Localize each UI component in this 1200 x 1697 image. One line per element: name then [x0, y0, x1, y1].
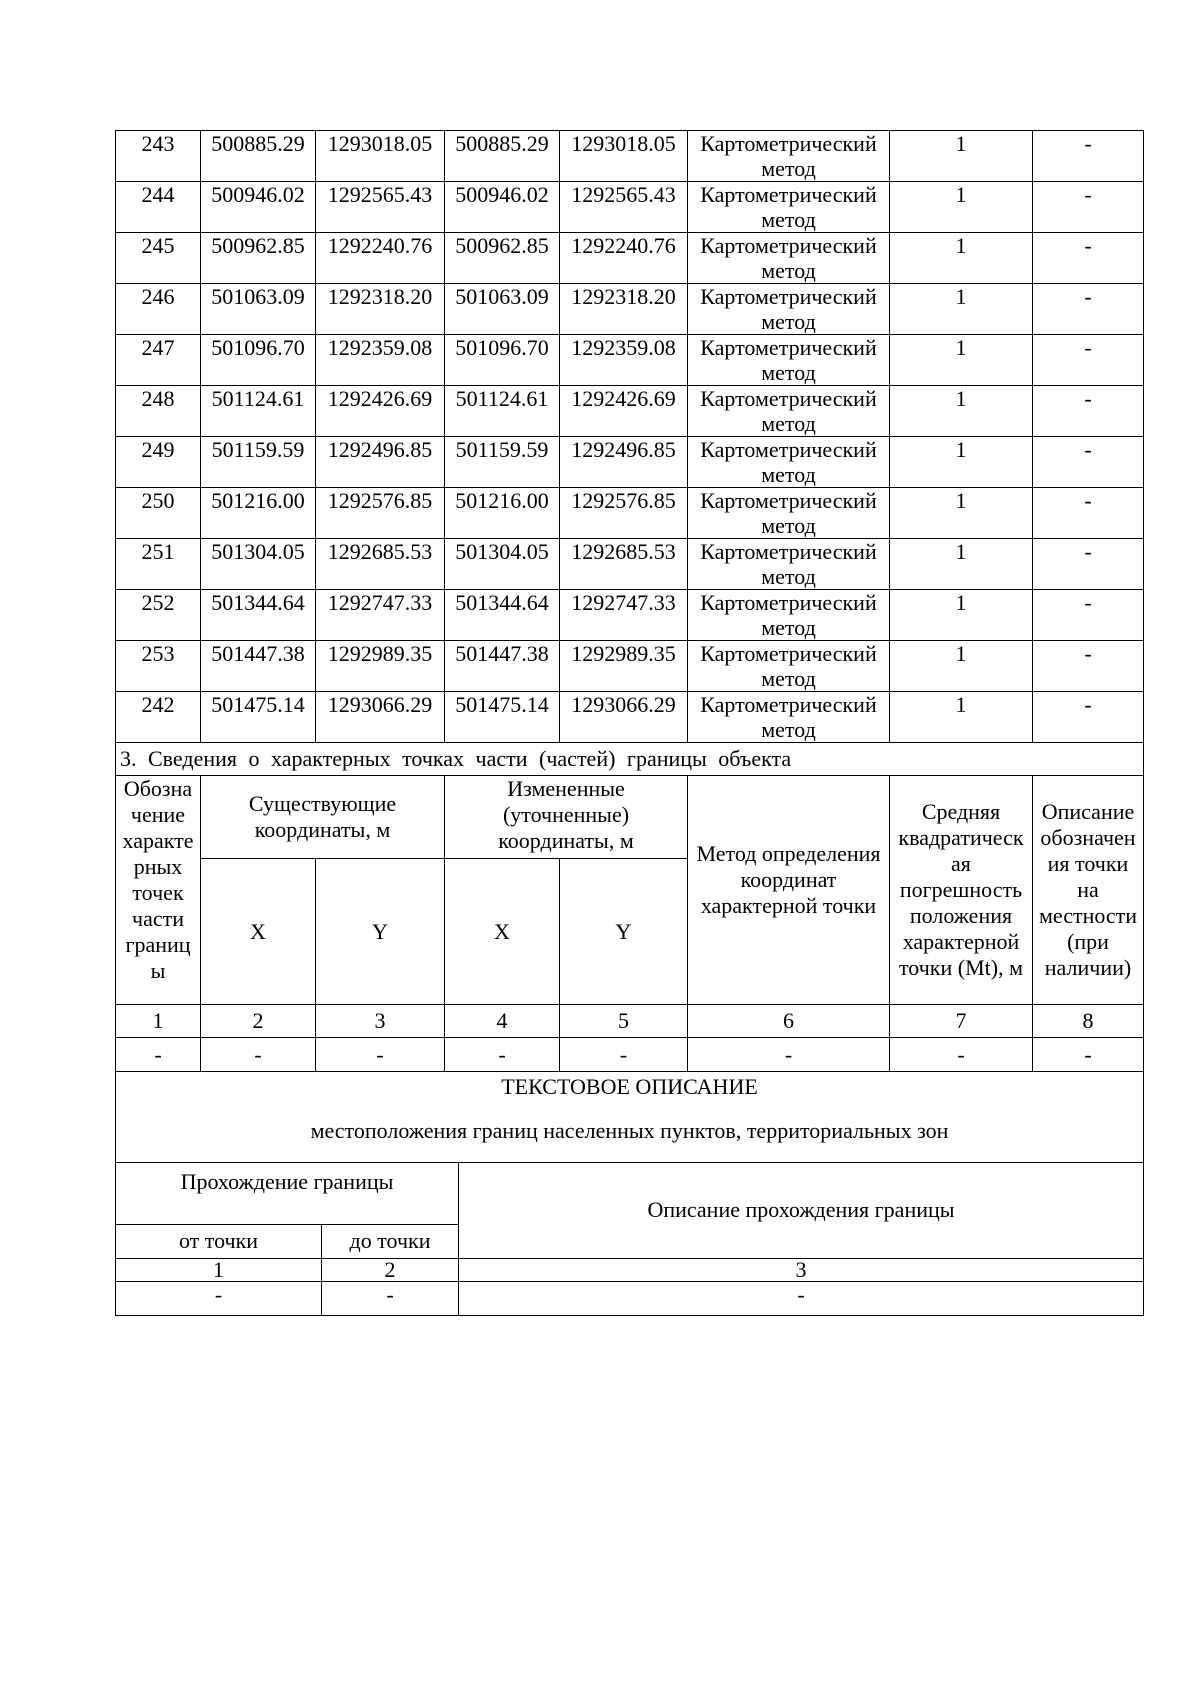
cell-mt: 1	[890, 284, 1033, 335]
cell-mt: 1	[890, 131, 1033, 182]
header-mt	[890, 776, 1033, 1005]
method-line1: Картометрический	[700, 335, 877, 360]
header-passage-description: Описание прохождения границы	[459, 1162, 1144, 1258]
cell-y2: 1292685.53	[560, 539, 688, 590]
passage-empty-cell: -	[459, 1281, 1144, 1315]
header-method	[688, 776, 890, 1005]
cell-desc: -	[1033, 488, 1144, 539]
cell-desc: -	[1033, 386, 1144, 437]
header-method-text	[688, 841, 889, 919]
header-description-text	[1033, 799, 1143, 981]
cell-y2: 1292747.33	[560, 590, 688, 641]
cell-point: 251	[116, 539, 201, 590]
column-number: 3	[316, 1005, 445, 1038]
cell-y1: 1292565.43	[316, 182, 445, 233]
header-line: характерной	[902, 929, 1020, 954]
header-line: точки (Mt), м	[898, 955, 1024, 980]
header-changed-coords-text	[445, 776, 687, 854]
header-y-existing: Y	[316, 859, 445, 1005]
cell-desc: -	[1033, 692, 1144, 743]
cell-x2: 501159.59	[445, 437, 560, 488]
cell-point: 249	[116, 437, 201, 488]
coordinate-row	[116, 131, 1144, 182]
section3-title: 3. Сведения о характерных точках части (частей) границы объекта	[116, 743, 1144, 776]
cell-point: 243	[116, 131, 201, 182]
method-line1: Картометрический	[700, 182, 877, 207]
method-line1: Картометрический	[700, 641, 877, 666]
cell-y2: 1292426.69	[560, 386, 688, 437]
cell-y2: 1292359.08	[560, 335, 688, 386]
header-line: Обозна	[123, 776, 193, 801]
coordinate-row	[116, 335, 1144, 386]
coordinate-row	[116, 182, 1144, 233]
method-line1: Картометрический	[700, 488, 877, 513]
column-number: 7	[890, 1005, 1033, 1038]
empty-cell: -	[116, 1038, 201, 1072]
cell-y2: 1293066.29	[560, 692, 688, 743]
cell-x1: 501344.64	[201, 590, 316, 641]
cell-desc: -	[1033, 539, 1144, 590]
cell-x1: 501447.38	[201, 641, 316, 692]
document-page	[115, 130, 1143, 1316]
cell-x2: 501475.14	[445, 692, 560, 743]
method-line1: Картометрический	[700, 590, 877, 615]
method-line2: метод	[761, 360, 816, 385]
header-line: Существующие	[248, 791, 397, 817]
column-number: 5	[560, 1005, 688, 1038]
cell-y2: 1292240.76	[560, 233, 688, 284]
cell-x2: 501304.05	[445, 539, 560, 590]
method-line1: Картометрический	[700, 131, 877, 156]
header-line: границ	[125, 932, 191, 957]
cell-y2: 1292576.85	[560, 488, 688, 539]
cell-y2: 1292318.20	[560, 284, 688, 335]
cell-desc: -	[1033, 182, 1144, 233]
cell-mt: 1	[890, 692, 1033, 743]
cell-method	[688, 488, 890, 539]
header-existing-coords	[201, 776, 445, 859]
boundary-passage-table	[115, 1162, 1144, 1316]
cell-point: 245	[116, 233, 201, 284]
cell-x2: 501124.61	[445, 386, 560, 437]
method-line2: метод	[761, 666, 816, 691]
header-line: ая	[951, 851, 971, 876]
cell-x1: 500885.29	[201, 131, 316, 182]
cell-method	[688, 692, 890, 743]
method-line2: метод	[761, 309, 816, 334]
cell-x2: 501216.00	[445, 488, 560, 539]
header-passage: Прохождение границы	[116, 1162, 459, 1224]
cell-desc: -	[1033, 335, 1144, 386]
empty-cell: -	[890, 1038, 1033, 1072]
section3-empty-row	[116, 1038, 1144, 1072]
cell-y1: 1292318.20	[316, 284, 445, 335]
empty-cell: -	[560, 1038, 688, 1072]
method-line2: метод	[761, 462, 816, 487]
coordinate-row	[116, 692, 1144, 743]
header-line: координаты, м	[254, 817, 391, 843]
cell-desc: -	[1033, 233, 1144, 284]
header-mt-text	[890, 799, 1032, 981]
cell-x1: 500946.02	[201, 182, 316, 233]
header-line: ы	[150, 958, 166, 983]
header-line: Описание	[1041, 799, 1135, 824]
method-line2: метод	[761, 717, 816, 742]
cell-x2: 501344.64	[445, 590, 560, 641]
cell-method	[688, 131, 890, 182]
cell-x2: 501063.09	[445, 284, 560, 335]
coordinate-row	[116, 437, 1144, 488]
header-line: погрешность	[899, 877, 1023, 902]
header-line: характерной точки	[700, 893, 877, 918]
method-line1: Картометрический	[700, 539, 877, 564]
header-line: чение	[130, 802, 186, 827]
header-line: ия точки	[1047, 851, 1129, 876]
method-line2: метод	[761, 156, 816, 181]
cell-method	[688, 641, 890, 692]
cell-x1: 501124.61	[201, 386, 316, 437]
points-table-body	[116, 131, 1144, 743]
empty-cell: -	[201, 1038, 316, 1072]
column-numbers-row	[116, 1005, 1144, 1038]
cell-x2: 500962.85	[445, 233, 560, 284]
cell-x2: 501447.38	[445, 641, 560, 692]
header-line: Метод определения	[696, 841, 881, 866]
cell-x1: 501063.09	[201, 284, 316, 335]
cell-x2: 501096.70	[445, 335, 560, 386]
header-to-point: до точки	[322, 1224, 459, 1258]
method-line2: метод	[761, 207, 816, 232]
cell-mt: 1	[890, 539, 1033, 590]
cell-desc: -	[1033, 590, 1144, 641]
cell-y1: 1292747.33	[316, 590, 445, 641]
cell-point: 244	[116, 182, 201, 233]
text-description-title: ТЕКСТОВОЕ ОПИСАНИЕ	[501, 1074, 758, 1099]
method-line1: Картометрический	[700, 233, 877, 258]
empty-cell: -	[688, 1038, 890, 1072]
header-y-changed: Y	[560, 859, 688, 1005]
empty-cell: -	[316, 1038, 445, 1072]
cell-method	[688, 539, 890, 590]
method-line1: Картометрический	[700, 437, 877, 462]
header-line: Измененные	[507, 776, 625, 801]
header-line: характе	[122, 828, 194, 853]
cell-mt: 1	[890, 386, 1033, 437]
cell-x1: 501304.05	[201, 539, 316, 590]
header-line: положения	[909, 903, 1013, 928]
cell-method	[688, 233, 890, 284]
header-changed-coords	[445, 776, 688, 859]
passage-column-number: 1	[116, 1258, 322, 1281]
header-line: (уточненные)	[502, 802, 630, 827]
header-point-designation-text	[116, 776, 200, 984]
header-from-point: от точки	[116, 1224, 322, 1258]
cell-method	[688, 590, 890, 641]
coordinate-row	[116, 539, 1144, 590]
header-description	[1033, 776, 1144, 1005]
header-line: координаты, м	[498, 828, 634, 853]
cell-point: 246	[116, 284, 201, 335]
cell-mt: 1	[890, 182, 1033, 233]
method-line1: Картометрический	[700, 692, 877, 717]
header-line: квадратическ	[898, 825, 1024, 850]
cell-y1: 1293018.05	[316, 131, 445, 182]
cell-y1: 1292496.85	[316, 437, 445, 488]
cell-mt: 1	[890, 590, 1033, 641]
method-line1: Картометрический	[700, 284, 877, 309]
coordinates-table	[115, 130, 1144, 1163]
cell-desc: -	[1033, 641, 1144, 692]
cell-y1: 1292989.35	[316, 641, 445, 692]
cell-mt: 1	[890, 488, 1033, 539]
method-line2: метод	[761, 615, 816, 640]
header-line: Средняя	[921, 799, 1001, 824]
coordinate-row	[116, 488, 1144, 539]
cell-desc: -	[1033, 437, 1144, 488]
cell-x1: 501216.00	[201, 488, 316, 539]
header-line: на	[1077, 877, 1099, 902]
cell-method	[688, 335, 890, 386]
header-existing-coords-text	[201, 791, 444, 843]
passage-empty-cell: -	[322, 1281, 459, 1315]
cell-method	[688, 182, 890, 233]
header-x-existing: X	[201, 859, 316, 1005]
cell-desc: -	[1033, 131, 1144, 182]
column-number: 1	[116, 1005, 201, 1038]
header-x-changed: X	[445, 859, 560, 1005]
coordinate-row	[116, 386, 1144, 437]
cell-y1: 1292685.53	[316, 539, 445, 590]
section3-block	[116, 743, 1144, 1163]
cell-method	[688, 386, 890, 437]
cell-point: 247	[116, 335, 201, 386]
cell-y2: 1292565.43	[560, 182, 688, 233]
method-line2: метод	[761, 513, 816, 538]
cell-x1: 501159.59	[201, 437, 316, 488]
cell-y1: 1292359.08	[316, 335, 445, 386]
text-description-block	[116, 1072, 1144, 1163]
column-number: 8	[1033, 1005, 1144, 1038]
cell-point: 252	[116, 590, 201, 641]
header-line: координат	[740, 867, 837, 892]
cell-x2: 500946.02	[445, 182, 560, 233]
coordinate-row	[116, 641, 1144, 692]
column-number: 2	[201, 1005, 316, 1038]
cell-y1: 1293066.29	[316, 692, 445, 743]
cell-point: 242	[116, 692, 201, 743]
header-line: точек	[132, 880, 184, 905]
header-line: наличии)	[1044, 955, 1132, 980]
cell-y2: 1292989.35	[560, 641, 688, 692]
cell-mt: 1	[890, 233, 1033, 284]
cell-x2: 500885.29	[445, 131, 560, 182]
cell-x1: 501475.14	[201, 692, 316, 743]
empty-cell: -	[1033, 1038, 1144, 1072]
passage-column-number: 3	[459, 1258, 1144, 1281]
coordinate-row	[116, 590, 1144, 641]
method-line2: метод	[761, 258, 816, 283]
passage-column-number: 2	[322, 1258, 459, 1281]
cell-y1: 1292576.85	[316, 488, 445, 539]
method-line2: метод	[761, 411, 816, 436]
passage-empty-cell: -	[116, 1281, 322, 1315]
cell-y1: 1292240.76	[316, 233, 445, 284]
header-point-designation	[116, 776, 201, 1005]
method-line1: Картометрический	[700, 386, 877, 411]
cell-method	[688, 437, 890, 488]
column-number: 4	[445, 1005, 560, 1038]
cell-point: 253	[116, 641, 201, 692]
coordinate-row	[116, 284, 1144, 335]
column-number: 6	[688, 1005, 890, 1038]
cell-method	[688, 284, 890, 335]
cell-mt: 1	[890, 437, 1033, 488]
header-line: обозначен	[1040, 825, 1136, 850]
text-description-subtitle: местоположения границ населенных пунктов, территориальных зон	[310, 1118, 949, 1143]
cell-point: 248	[116, 386, 201, 437]
cell-y2: 1293018.05	[560, 131, 688, 182]
cell-mt: 1	[890, 335, 1033, 386]
cell-mt: 1	[890, 641, 1033, 692]
cell-desc: -	[1033, 284, 1144, 335]
coordinate-row	[116, 233, 1144, 284]
cell-y2: 1292496.85	[560, 437, 688, 488]
header-line: (при	[1067, 929, 1109, 954]
cell-x1: 501096.70	[201, 335, 316, 386]
header-line: части	[132, 906, 184, 931]
method-line2: метод	[761, 564, 816, 589]
cell-point: 250	[116, 488, 201, 539]
header-line: местности	[1038, 903, 1138, 928]
empty-cell: -	[445, 1038, 560, 1072]
cell-y1: 1292426.69	[316, 386, 445, 437]
header-line: рных	[133, 854, 183, 879]
cell-x1: 500962.85	[201, 233, 316, 284]
